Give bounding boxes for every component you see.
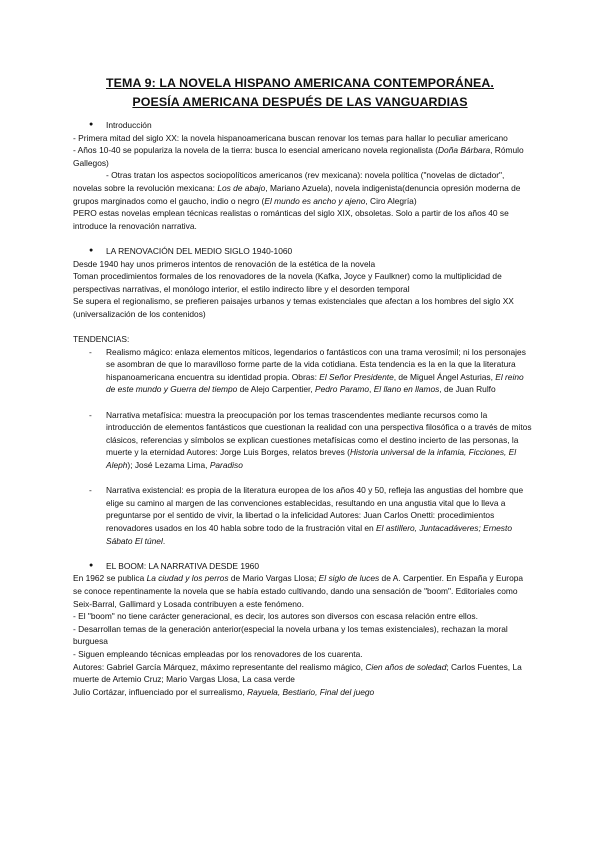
text: de Alejo Carpentier, — [237, 384, 316, 395]
paragraph: - Primera mitad del siglo XX: la novela hispanoamericana buscan renovar los temas para hallar lo peculiar americano — [73, 132, 508, 143]
list-item — [73, 484, 533, 547]
work-title: Historia universal de la infamia, Ficciones, El Aleph — [106, 447, 517, 471]
paragraph — [73, 572, 533, 610]
list-item — [73, 409, 533, 472]
paragraph — [73, 686, 533, 699]
section-heading-boom: ● EL BOOM: LA NARRATIVA DESDE 1960 — [73, 560, 533, 573]
text: Julio Cortázar, influenciado por el surrealismo, — [73, 686, 248, 697]
document-body — [73, 119, 533, 698]
dash-marker: - — [89, 409, 92, 420]
title-line-1: TEMA 9: LA NOVELA HISPANO AMERICANA CONTEMPORÁNEA. — [106, 76, 494, 90]
text: ; Carlos Fuentes, La muerte de Artemio Cruz; Mario Vargas Llosa, La casa verde — [73, 661, 522, 685]
page-title — [60, 74, 540, 112]
text: , de Juan Rulfo — [439, 384, 496, 395]
text: - Años 10-40 se populariza la novela de la tierra: busca lo esencial americano novela regionalista ( — [73, 145, 438, 156]
work-title: Cien años de soledad — [365, 661, 447, 672]
text: En 1962 se publica — [73, 573, 147, 584]
work-title: Pedro Paramo — [315, 384, 370, 395]
work-title: La ciudad y los perros — [146, 573, 229, 584]
work-title: El Señor Presidente — [319, 371, 394, 382]
work-title: Doña Bárbara — [438, 145, 491, 156]
text: Narrativa metafísica: muestra la preocupación por los temas trascendentes mediante recursos como la introducción de elementos fantásticos que cuestionan la realidad con una perspectiva filosófica o a través de mitos clásicos, referencias y símbolos se explican cuestiones metafísicas como el destino incierto de las personas, la muerte y la eternidad Autores: Jorge Luis Borges, relatos breves ( — [106, 409, 532, 458]
text: , Mariano Azuela), novela indigenista(denuncia opresión moderna de grupos marginados como el gaucho, indio o negro ( — [73, 182, 521, 206]
section-heading-tendencias: TENDENCIAS: — [73, 334, 130, 345]
text: Realismo mágico: enlaza elementos míticos, legendarios o fantásticos con una trama verosímil; ni los personajes se asombran de que lo maravilloso forme parte de la vida cotidiana. Esta tendencia es la en la que la literatura hispanoamericana encuentra su identidad propia. Obras: — [106, 346, 526, 382]
work-title: El siglo de luces — [318, 573, 380, 584]
section-heading-introduccion: ● Introducción — [73, 119, 533, 132]
paragraph: - Siguen empleando técnicas empleadas por los renovadores de los cuarenta. — [73, 648, 363, 659]
section-heading-renovacion: ● LA RENOVACIÓN DEL MEDIO SIGLO 1940-1060 — [73, 245, 533, 258]
text: , — [369, 384, 374, 395]
dash-marker: - — [89, 346, 92, 357]
paragraph: Se supera el regionalismo, se prefieren paisajes urbanos y temas existenciales que afectan a los hombres del siglo XX (universalización de los contenidos) — [73, 296, 514, 319]
work-title: El astillero, Juntacadáveres; Ernesto Sábato El túnel — [106, 523, 512, 546]
text: de Mario Vargas Llosa; — [228, 573, 319, 584]
work-title: El reino de este mundo y Guerra del tiempo — [106, 371, 524, 395]
text: , de Miguel Ángel Asturias, — [393, 371, 496, 382]
dash-marker: - — [89, 485, 92, 496]
work-title: El llano en llamos — [373, 384, 440, 395]
text: , Ciro Alegría) — [365, 195, 417, 206]
work-title: Paradiso — [209, 460, 243, 471]
text: - Otras tratan los aspectos sociopolíticos americanos (rev mexicana): novela política ("novelas de dictador", novelas sobre la revolución mexicana: — [73, 170, 505, 193]
paragraph: - Desarrollan temas de la generación anterior(especial la novela urbana y los temas existenciales), rechazan la moral burguesa — [73, 623, 508, 647]
paragraph — [73, 661, 533, 686]
paragraph — [73, 144, 533, 169]
paragraph — [73, 169, 533, 207]
paragraph: - El "boom" no tiene carácter generacional, es decir, los autores son diversos con escasa relación entre ellos. — [73, 611, 478, 622]
text: de A. Carpentier. En España y Europa se conoce repentinamente la novela que se había estado cultivando, dando una sensación de "boom". Editoriales como Seix-Barral, Gallimard y Losada contribuyen a este fenómeno. — [73, 573, 524, 609]
paragraph: PERO estas novelas emplean técnicas realistas o románticas del siglo XIX, obsoletas. Solo a partir de los años 40 se introduce la renovación narrativa. — [73, 208, 509, 231]
text: Autores: Gabriel García Márquez, máximo representante del realismo mágico, — [73, 661, 366, 672]
text: . — [162, 535, 166, 546]
text: , Rómulo Gallegos) — [73, 145, 524, 168]
work-title: Los de abajo — [217, 182, 266, 193]
work-title: Rayuela, Bestiario, Final del juego — [247, 686, 375, 697]
paragraph: Desde 1940 hay unos primeros intentos de renovación de la estética de la novela — [73, 258, 376, 269]
text: Narrativa existencial: es propia de la literatura europea de los años 40 y 50, refleja las angustias del hombre que elige su camino al margen de las convenciones establecidas, resultando en una angustia vital que lo lleva a preguntarse por el sentido de vivir, la libertad o la infelicidad Autores: Juan Carlos Onetti: procedimientos renovadores usados en los 40 habla sobre todo de la frustración vital en — [106, 485, 524, 533]
work-title: El mundo es ancho y ajeno — [264, 195, 366, 206]
title-line-2: POESÍA AMERICANA DESPUÉS DE LAS VANGUARDIAS — [132, 95, 468, 109]
text: ); José Lezama Lima, — [127, 460, 210, 471]
paragraph: Toman procedimientos formales de los renovadores de la novela (Kafka, Joyce y Faulkner) como la multiplicidad de perspectivas narrativas, el monólogo interior, el estilo indirecto libre y el desorden temporal — [73, 271, 502, 294]
list-item — [73, 346, 533, 396]
